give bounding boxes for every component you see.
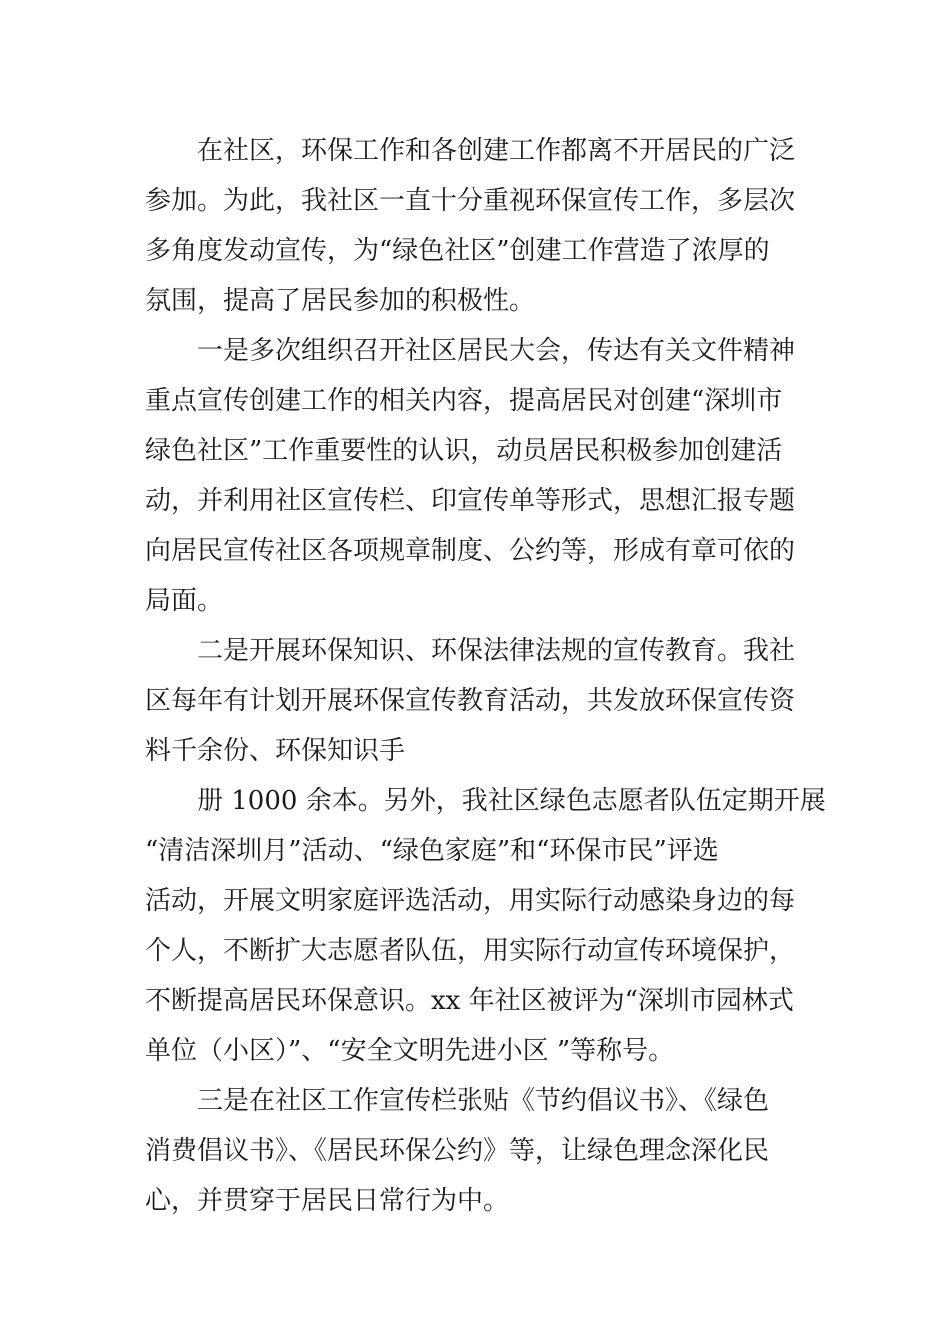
text-line: 料千余份、环保知识手: [145, 736, 406, 766]
text-line: 多角度发动宣传，为“绿色社区”创建工作营造了浓厚的: [145, 236, 770, 266]
text-line: 册 1000 余本。另外，我社区绿色志愿者队伍定期开展: [197, 786, 826, 816]
text-line: 绿色社区”工作重要性的认识，动员居民积极参加创建活: [145, 436, 783, 466]
text-line: 一是多次组织召开社区居民大会，传达有关文件精神: [197, 336, 796, 366]
text-line: 参加。为此，我社区一直十分重视环保宣传工作，多层次: [145, 186, 796, 216]
text-line: 三是在社区工作宣传栏张贴《节约倡议书》、《绿色: [197, 1086, 770, 1116]
text-line: 在社区，环保工作和各创建工作都离不开居民的广泛: [197, 136, 796, 166]
text-line: 单位（小区）”、“安全文明先进小区 ”等称号。: [145, 1036, 675, 1066]
text-line: 动，并利用社区宣传栏、印宣传单等形式，思想汇报专题: [145, 486, 796, 516]
text-line: 二是开展环保知识、环保法律法规的宣传教育。我社: [197, 636, 796, 666]
text-line: 氛围，提高了居民参加的积极性。: [145, 286, 536, 316]
text-line: 个人，不断扩大志愿者队伍，用实际行动宣传环境保护，: [145, 936, 796, 966]
text-line: 不断提高居民环保意识。xx 年社区被评为“深圳市园林式: [145, 986, 794, 1016]
text-line: 重点宣传创建工作的相关内容，提高居民对创建“深圳市: [145, 386, 783, 416]
text-line: 消费倡议书》、《居民环保公约》等，让绿色理念深化民: [145, 1136, 770, 1166]
text-line: 区每年有计划开展环保宣传教育活动，共发放环保宣传资: [145, 686, 796, 716]
text-line: 心，并贯穿于居民日常行为中。: [145, 1186, 510, 1216]
text-line: 向居民宣传社区各项规章制度、公约等，形成有章可依的: [145, 536, 796, 566]
text-line: 局面。: [145, 586, 224, 616]
text-line: “清洁深圳月”活动、“绿色家庭”和“环保市民”评选: [145, 836, 719, 866]
document-body: [145, 126, 826, 1226]
text-line: 活动，开展文明家庭评选活动，用实际行动感染身边的每: [145, 886, 796, 916]
